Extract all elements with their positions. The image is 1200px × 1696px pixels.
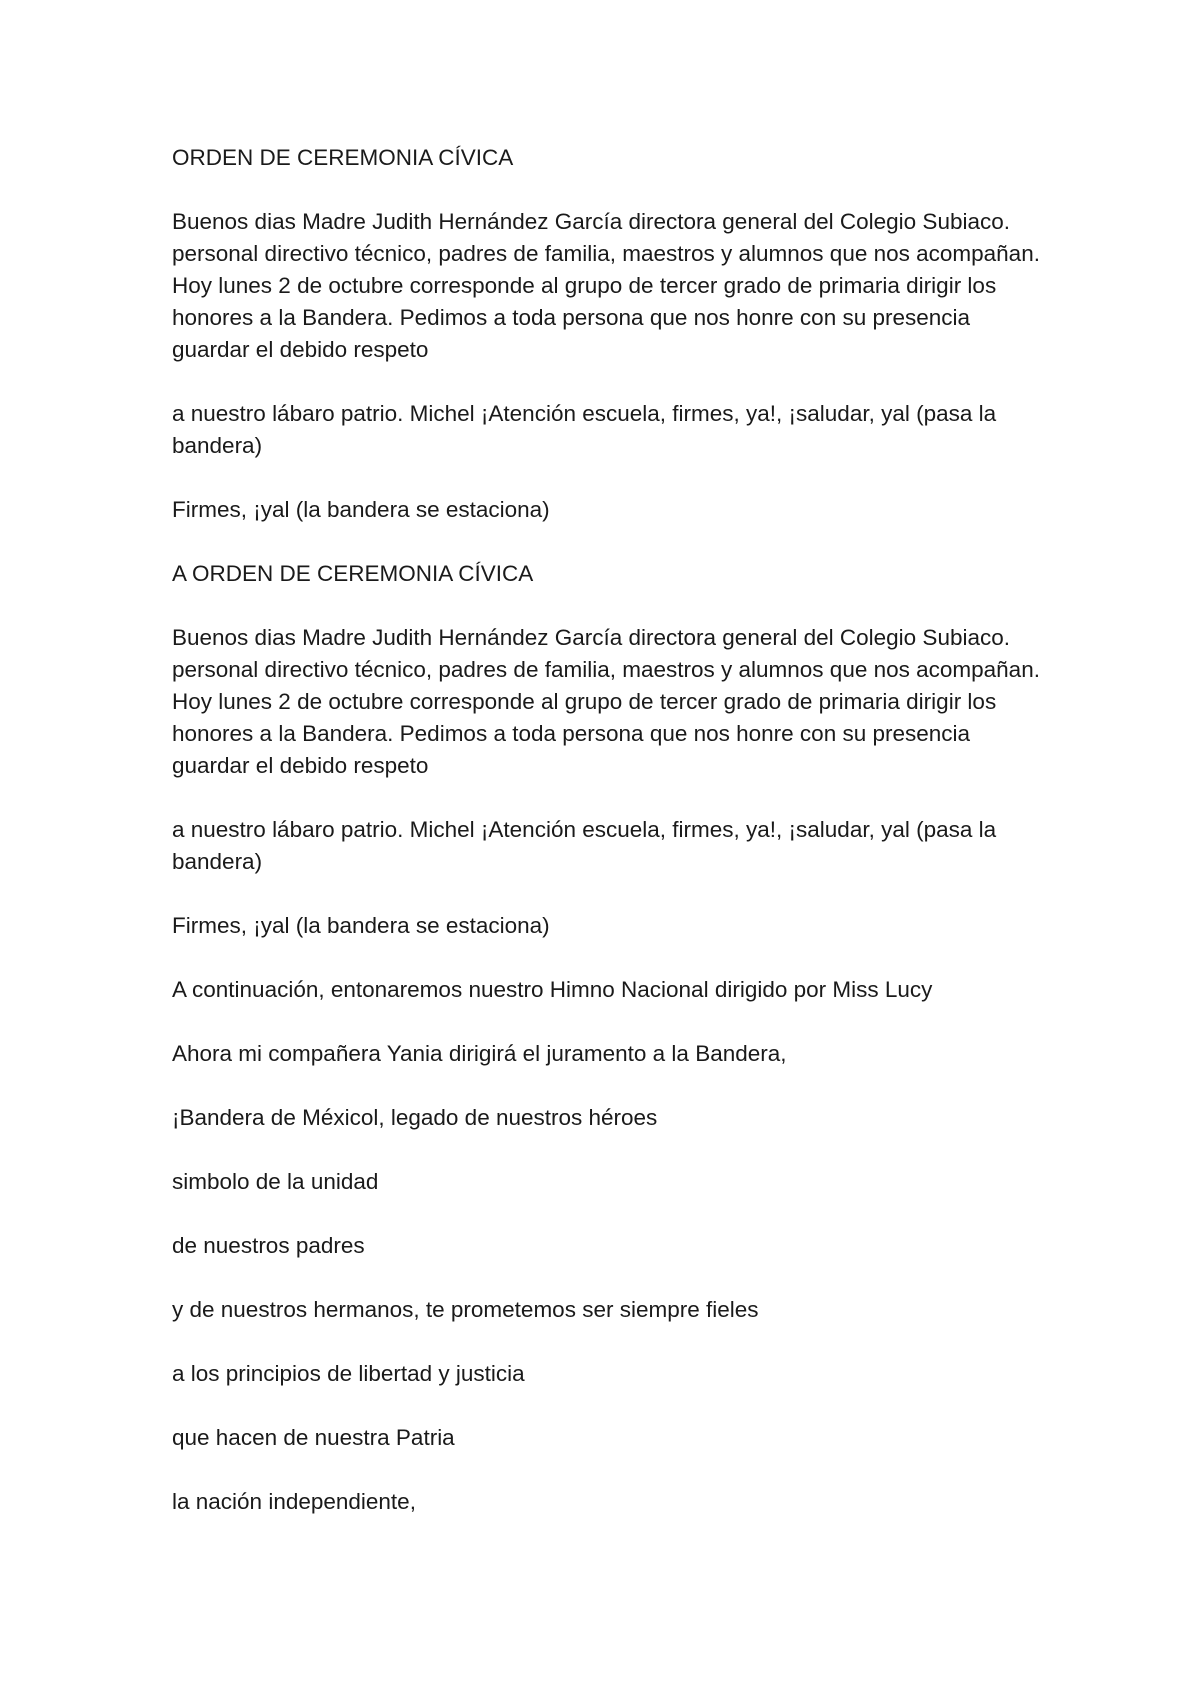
paragraph-greeting: Buenos dias Madre Judith Hernández García directora general del Colegio Subiaco. personal directivo técnico, padres de familia, maestros y alumnos que nos acompañan. Hoy lunes 2 de octubre corresponde al grupo de tercer grado de primaria dirigir los honores a la Bandera. Pedimos a toda persona que nos honre con su presencia guardar el debido respeto <box>172 209 1040 362</box>
document-title: ORDEN DE CEREMONIA CÍVICA <box>172 145 514 170</box>
paragraph-anthem: A continuación, entonaremos nuestro Himno Nacional dirigido por Miss Lucy <box>172 977 933 1002</box>
section-heading-repeat: A ORDEN DE CEREMONIA CÍVICA <box>172 561 534 586</box>
oath-line-2: simbolo de la unidad <box>172 1169 379 1194</box>
oath-line-4: y de nuestros hermanos, te prometemos ser siempre fieles <box>172 1297 759 1322</box>
oath-line-1: ¡Bandera de Méxicol, legado de nuestros héroes <box>172 1105 658 1130</box>
oath-line-3: de nuestros padres <box>172 1233 365 1258</box>
oath-line-6: que hacen de nuestra Patria <box>172 1425 455 1450</box>
paragraph-oath-intro: Ahora mi compañera Yania dirigirá el juramento a la Bandera, <box>172 1041 787 1066</box>
paragraph-greeting-repeat: Buenos dias Madre Judith Hernández García directora general del Colegio Subiaco. personal directivo técnico, padres de familia, maestros y alumnos que nos acompañan. Hoy lunes 2 de octubre corresponde al grupo de tercer grado de primaria dirigir los honores a la Bandera. Pedimos a toda persona que nos honre con su presencia guardar el debido respeto <box>172 625 1040 778</box>
oath-line-5: a los principios de libertad y justicia <box>172 1361 525 1386</box>
document-body <box>172 142 1052 1550</box>
paragraph-attention-repeat: a nuestro lábaro patrio. Michel ¡Atención escuela, firmes, ya!, ¡saludar, yal (pasa la bandera) <box>172 817 997 874</box>
paragraph-firmes: Firmes, ¡yal (la bandera se estaciona) <box>172 497 550 522</box>
oath-line-7: la nación independiente, <box>172 1489 416 1514</box>
paragraph-firmes-repeat: Firmes, ¡yal (la bandera se estaciona) <box>172 913 550 938</box>
paragraph-attention: a nuestro lábaro patrio. Michel ¡Atención escuela, firmes, ya!, ¡saludar, yal (pasa la bandera) <box>172 401 997 458</box>
